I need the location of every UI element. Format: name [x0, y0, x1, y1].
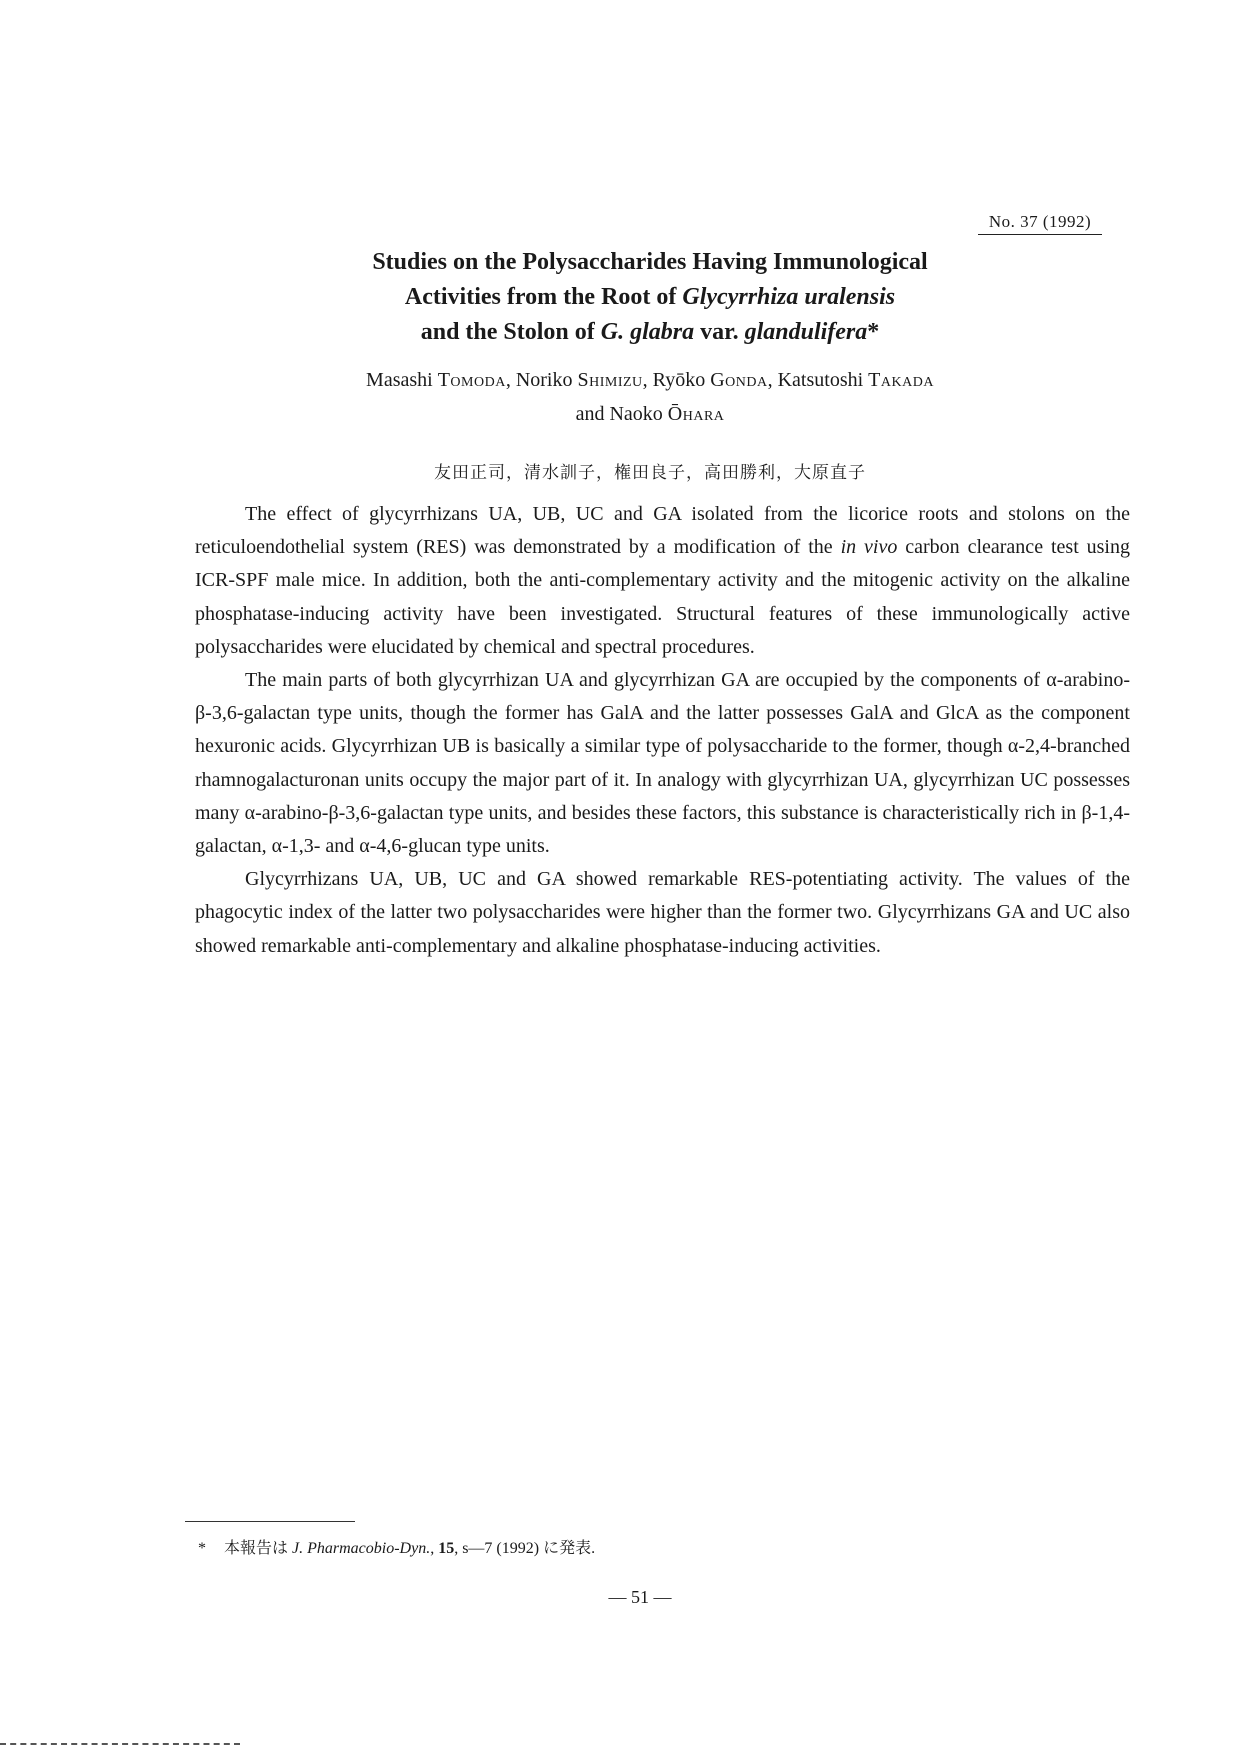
page-number: — 51 — [608, 1587, 672, 1607]
species-name: Glycyrrhiza uralensis [682, 284, 896, 310]
author: Masashi Tomoda, [366, 369, 516, 391]
author-list [200, 363, 1100, 431]
paper-title [200, 245, 1100, 350]
journal-volume: 15 [438, 1540, 455, 1557]
scan-edge-line [0, 1743, 240, 1745]
footnote-mark: * [198, 1540, 206, 1557]
title-line-2: Activities from the Root of Glycyrrhiza uralensis [404, 284, 896, 310]
abstract [195, 498, 1130, 963]
author: Katsutoshi Takada [777, 369, 934, 391]
issue-number: No. 37 (1992) [978, 212, 1102, 235]
author: Noriko Shimizu, [515, 369, 653, 391]
author-line-1 [200, 363, 1100, 397]
author: Naoko Ōhara [609, 403, 725, 425]
footnote-divider [185, 1521, 355, 1522]
author-line-2: and Naoko Ōhara [575, 403, 725, 425]
author: Ryōko Gonda, [652, 369, 778, 391]
species-name-2: G. glabra [600, 319, 695, 345]
variety-name: glandulifera [744, 319, 868, 345]
title-footnote-mark: * [867, 319, 880, 345]
abstract-paragraph-1: The effect of glycyrrhizans UA, UB, UC and GA isolated from the licorice roots and stolons on the reticuloendothelial system (RES) was demonstrated by a modification of the in vivo carbon clearance test using ICR-SPF male mice. In addition, both the anti-complementary activity and the mitogenic activity on the alkaline phosphatase-inducing activity have been investigated. Structural features of these immunologically active polysaccharides were elucidated by chemical and spectral procedures. [195, 503, 1130, 658]
title-line-1: Studies on the Polysaccharides Having Immunological [372, 249, 928, 275]
journal-name: J. Pharmacobio-Dyn. [292, 1540, 431, 1557]
footnote: * 本報告は J. Pharmacobio-Dyn., 15, s—7 (1992) に発表. [198, 1540, 596, 1557]
abstract-paragraph-3: Glycyrrhizans UA, UB, UC and GA showed remarkable RES-potentiating activity. The values of the phagocytic index of the latter two polysaccharides were higher than the former two. Glycyrrhizans GA and UC also showed remarkable anti-complementary and alkaline phosphatase-inducing activities. [195, 868, 1130, 957]
japanese-author-list: 友田正司，清水訓子，権田良子，高田勝利，大原直子 [434, 463, 866, 483]
title-line-3: and the Stolon of G. glabra var. glandulifera* [420, 319, 880, 345]
abstract-paragraph-2: The main parts of both glycyrrhizan UA and glycyrrhizan GA are occupied by the components of α-arabino-β-3,6-galactan type units, though the former has GalA and the latter possesses GalA and GlcA as the component hexuronic acids. Glycyrrhizan UB is basically a similar type of polysaccharide to the former, though α-2,4-branched rhamnogalacturonan units occupy the major part of it. In analogy with glycyrrhizan UA, glycyrrhizan UC possesses many α-arabino-β-3,6-galactan type units, and besides these factors, this substance is characteristically rich in β-1,4-galactan, α-1,3- and α-4,6-glucan type units. [195, 669, 1130, 858]
